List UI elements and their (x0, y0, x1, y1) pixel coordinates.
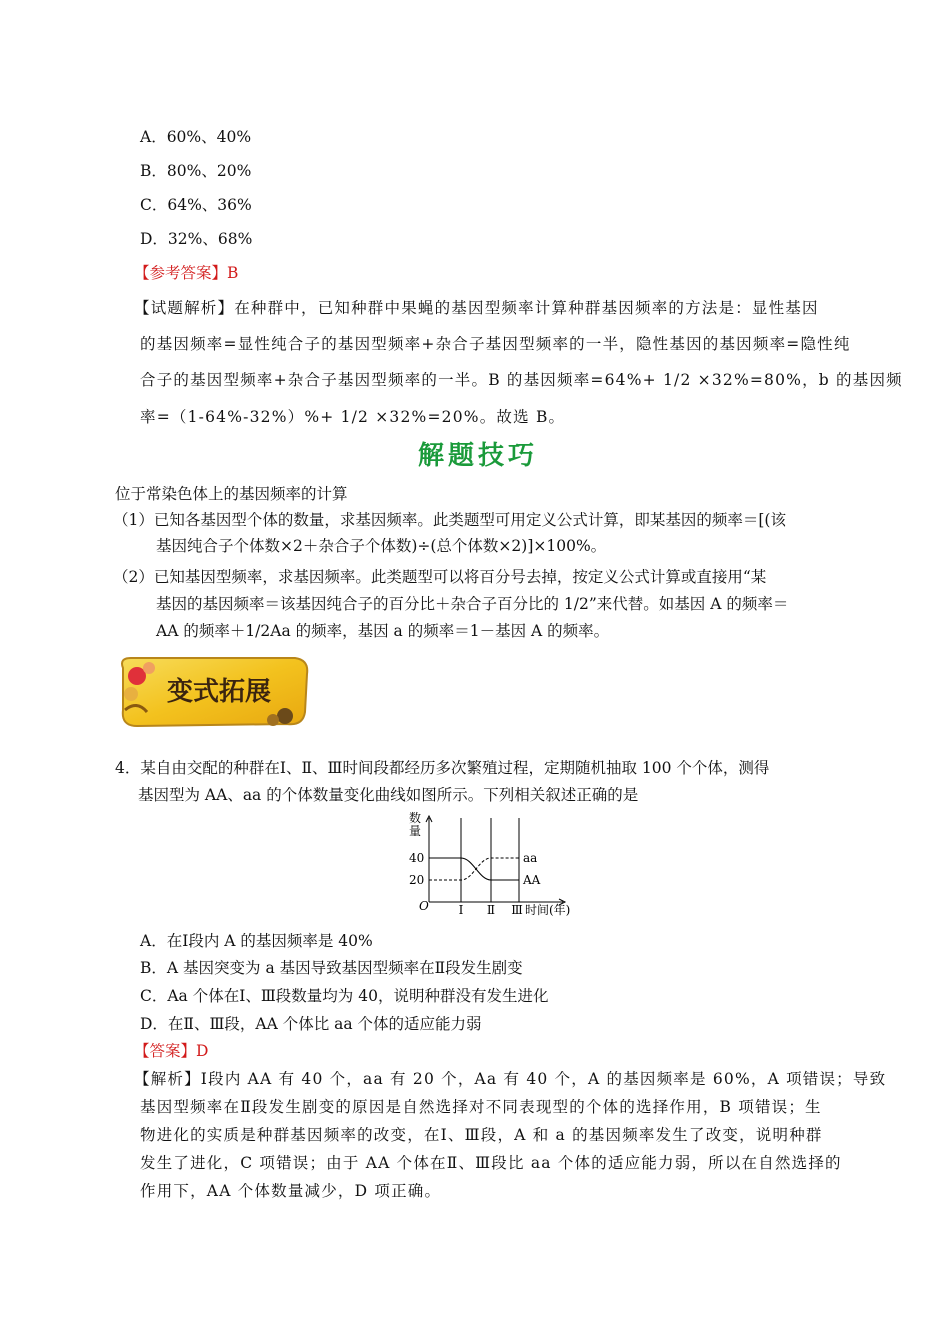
x-tick-label: Ⅲ (511, 903, 523, 917)
q4-analysis-line-4: 发生了进化，C 项错误；由于 AA 个体在Ⅱ、Ⅲ段比 aa 个体的适应能力弱，所以在自然选择的 (140, 1154, 842, 1172)
banner-text: 变式拓展 (166, 677, 272, 707)
tips-line-5: AA 的频率＋1/2Aa 的频率，基因 a 的频率＝1－基因 A 的频率。 (156, 622, 610, 640)
x-axis-label: 时间(年) (525, 903, 571, 917)
q4-analysis-line-2: 基因型频率在Ⅱ段发生剧变的原因是自然选择对不同表现型的个体的选择作用，B 项错误；生 (140, 1098, 822, 1116)
y-tick-label: 20 (409, 873, 425, 887)
tips-heading: 解题技巧 (418, 441, 539, 471)
q3-option-a: A．60%、40% (140, 128, 252, 146)
series-line-aa (429, 858, 519, 880)
q4-option-b: B．A 基因突变为 a 基因导致基因型频率在Ⅱ段发生剧变 (140, 959, 523, 977)
q3-analysis-line-2: 的基因频率=显性纯合子的基因型频率+杂合子基因型频率的一半，隐性基因的基因频率=隐性纯 (140, 335, 851, 353)
q4-option-c: C．Aa 个体在Ⅰ、Ⅲ段数量均为 40，说明种群没有发生进化 (140, 987, 549, 1005)
q3-analysis-line-1: 【试题解析】在种群中，已知种群中果蝇的基因型频率计算种群基因频率的方法是：显性基因 (134, 299, 819, 317)
tips-line-1: （1）已知各基因型个体的数量，求基因频率。此类题型可用定义公式计算，即某基因的频率＝[(该 (113, 511, 786, 529)
q4-stem-line-2: 基因型为 AA、aa 的个体数量变化曲线如图所示。下列相关叙述正确的是 (138, 786, 639, 804)
tips-line-4: 基因的基因频率＝该基因纯合子的百分比＋杂合子百分比的 1/2”来代替。如基因 A 的频率＝ (156, 595, 789, 613)
origin-label: O (419, 899, 429, 913)
q3-analysis-line-3: 合子的基因型频率+杂合子基因型频率的一半。B 的基因频率=64%+ 1/2 ×32%=80%，b 的基因频 (140, 371, 903, 389)
q4-answer: 【答案】D (134, 1042, 209, 1060)
q3-option-c: C．64%、36% (140, 196, 252, 214)
q4-analysis-line-5: 作用下，AA 个体数量减少，D 项正确。 (140, 1182, 442, 1200)
series-line-aa (429, 858, 519, 880)
q4-analysis-line-3: 物进化的实质是种群基因频率的改变，在Ⅰ、Ⅲ段，A 和 a 的基因频率发生了改变，说明种群 (140, 1126, 823, 1144)
q4-option-d: D．在Ⅱ、Ⅲ段，AA 个体比 aa 个体的适应能力弱 (140, 1015, 482, 1033)
variant-extension-banner (115, 650, 311, 732)
q3-analysis-line-4: 率=（1-64%-32%）%+ 1/2 ×32%=20%。故选 B。 (140, 408, 566, 426)
q3-option-b: B．80%、20% (140, 162, 252, 180)
series-label-aa: AA (523, 873, 541, 887)
y-tick-label: 40 (409, 851, 425, 865)
y-axis-label: 量 (409, 824, 422, 838)
series-label-aa: aa (523, 851, 538, 865)
tips-intro: 位于常染色体上的基因频率的计算 (115, 485, 348, 503)
y-axis-label: 数 (409, 811, 422, 825)
x-tick-label: Ⅱ (486, 903, 496, 917)
q4-stem-line-1: 4．某自由交配的种群在Ⅰ、Ⅱ、Ⅲ时间段都经历多次繁殖过程，定期随机抽取 100 个个体，测得 (115, 759, 770, 777)
q3-answer: 【参考答案】B (134, 264, 239, 282)
tips-line-2: 基因纯合子个体数×2＋杂合子个体数)÷(总个体数×2)]×100%。 (156, 537, 607, 555)
x-tick-label: Ⅰ (458, 903, 464, 917)
tips-line-3: （2）已知基因型频率，求基因频率。此类题型可以将百分号去掉，按定义公式计算或直接用“某 (113, 568, 767, 586)
q3-option-d: D．32%、68% (140, 230, 253, 248)
q4-analysis-line-1: 【解析】Ⅰ段内 AA 有 40 个，aa 有 20 个，Aa 有 40 个，A 的基因频率是 60%，A 项错误；导致 (134, 1070, 887, 1088)
q4-option-a: A．在Ⅰ段内 A 的基因频率是 40% (140, 932, 373, 950)
population-chart (405, 810, 580, 925)
